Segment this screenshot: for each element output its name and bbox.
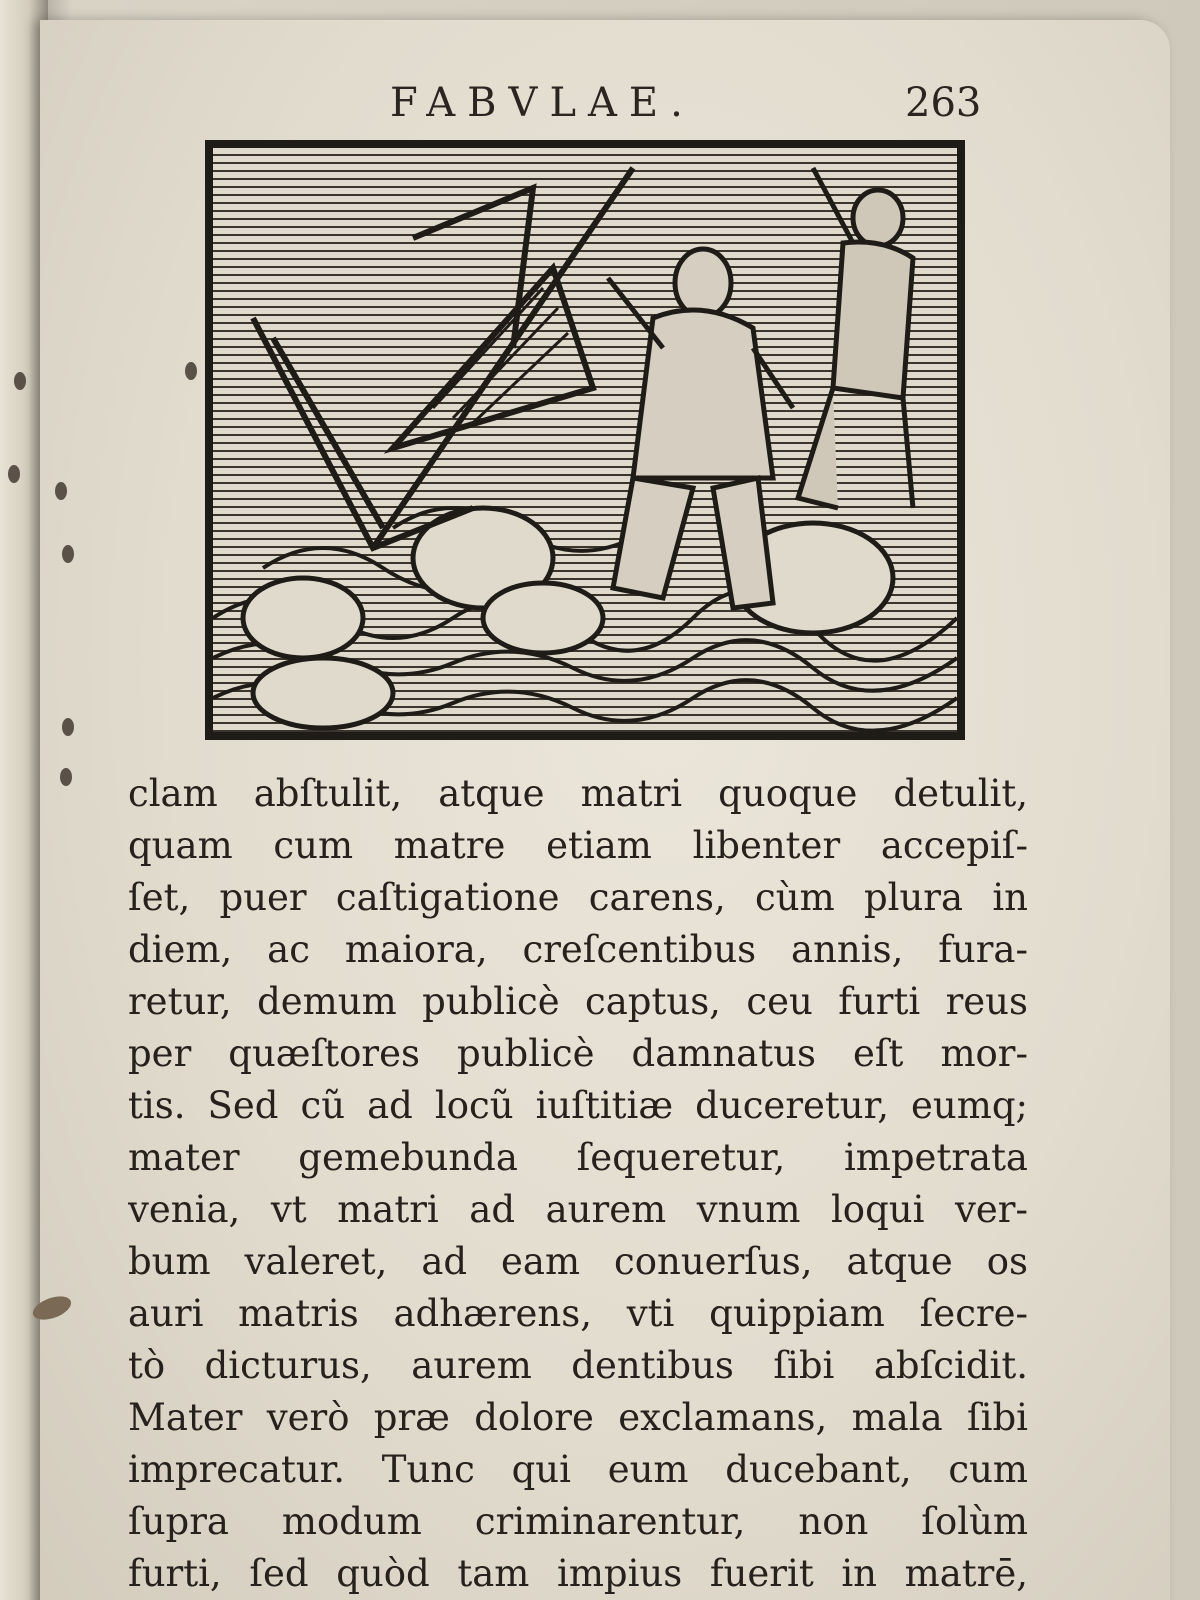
- text-line: clam abſtulit, atque matri quoque detulit,: [128, 772, 1028, 815]
- text-line: Mater verò præ dolore exclamans, mala ſibi: [128, 1396, 1028, 1439]
- text-line: bum valeret, ad eam conuerſus, atque os: [128, 1240, 1028, 1283]
- woodcut-drawing: [213, 148, 957, 732]
- running-title: FABVLAE.: [390, 80, 695, 126]
- text-line: imprecatur. Tunc qui eum ducebant, cum: [128, 1448, 1028, 1491]
- woodcut-shipwreck-illustration: [205, 140, 965, 740]
- text-line: mater gemebunda ſequeretur, impetrata: [128, 1136, 1028, 1179]
- text-line: tis. Sed cũ ad locũ iuſtitiæ duceretur, eumq;: [128, 1084, 1028, 1127]
- worm-hole: [8, 465, 20, 483]
- worm-hole: [14, 372, 26, 390]
- text-line: auri matris adhærens, vti quippiam ſecre-: [128, 1292, 1028, 1335]
- worm-hole: [185, 362, 197, 380]
- worm-hole: [62, 718, 74, 736]
- text-line: quam cum matre etiam libenter accepiſ-: [128, 824, 1028, 867]
- text-line: furti, ſed quòd tam impius fuerit in matrē,: [128, 1552, 1028, 1595]
- body-text: [128, 768, 1028, 1600]
- text-line: tò dicturus, aurem dentibus ſibi abſcidit.: [128, 1344, 1028, 1387]
- text-line: per quæſtores publicè damnatus eſt mor-: [128, 1032, 1028, 1075]
- text-line: diem, ac maiora, creſcentibus annis, fura-: [128, 928, 1028, 971]
- text-line: ſet, puer caſtigatione carens, cùm plura in: [128, 876, 1028, 919]
- text-line: retur, demum publicè captus, ceu furti reus: [128, 980, 1028, 1023]
- worm-hole: [60, 768, 72, 786]
- worm-hole: [55, 482, 67, 500]
- page-number: 263: [905, 80, 982, 126]
- text-line: ſupra modum criminarentur, non ſolùm: [128, 1500, 1028, 1543]
- text-line: venia, vt matri ad aurem vnum loqui ver-: [128, 1188, 1028, 1231]
- worm-hole: [62, 545, 74, 563]
